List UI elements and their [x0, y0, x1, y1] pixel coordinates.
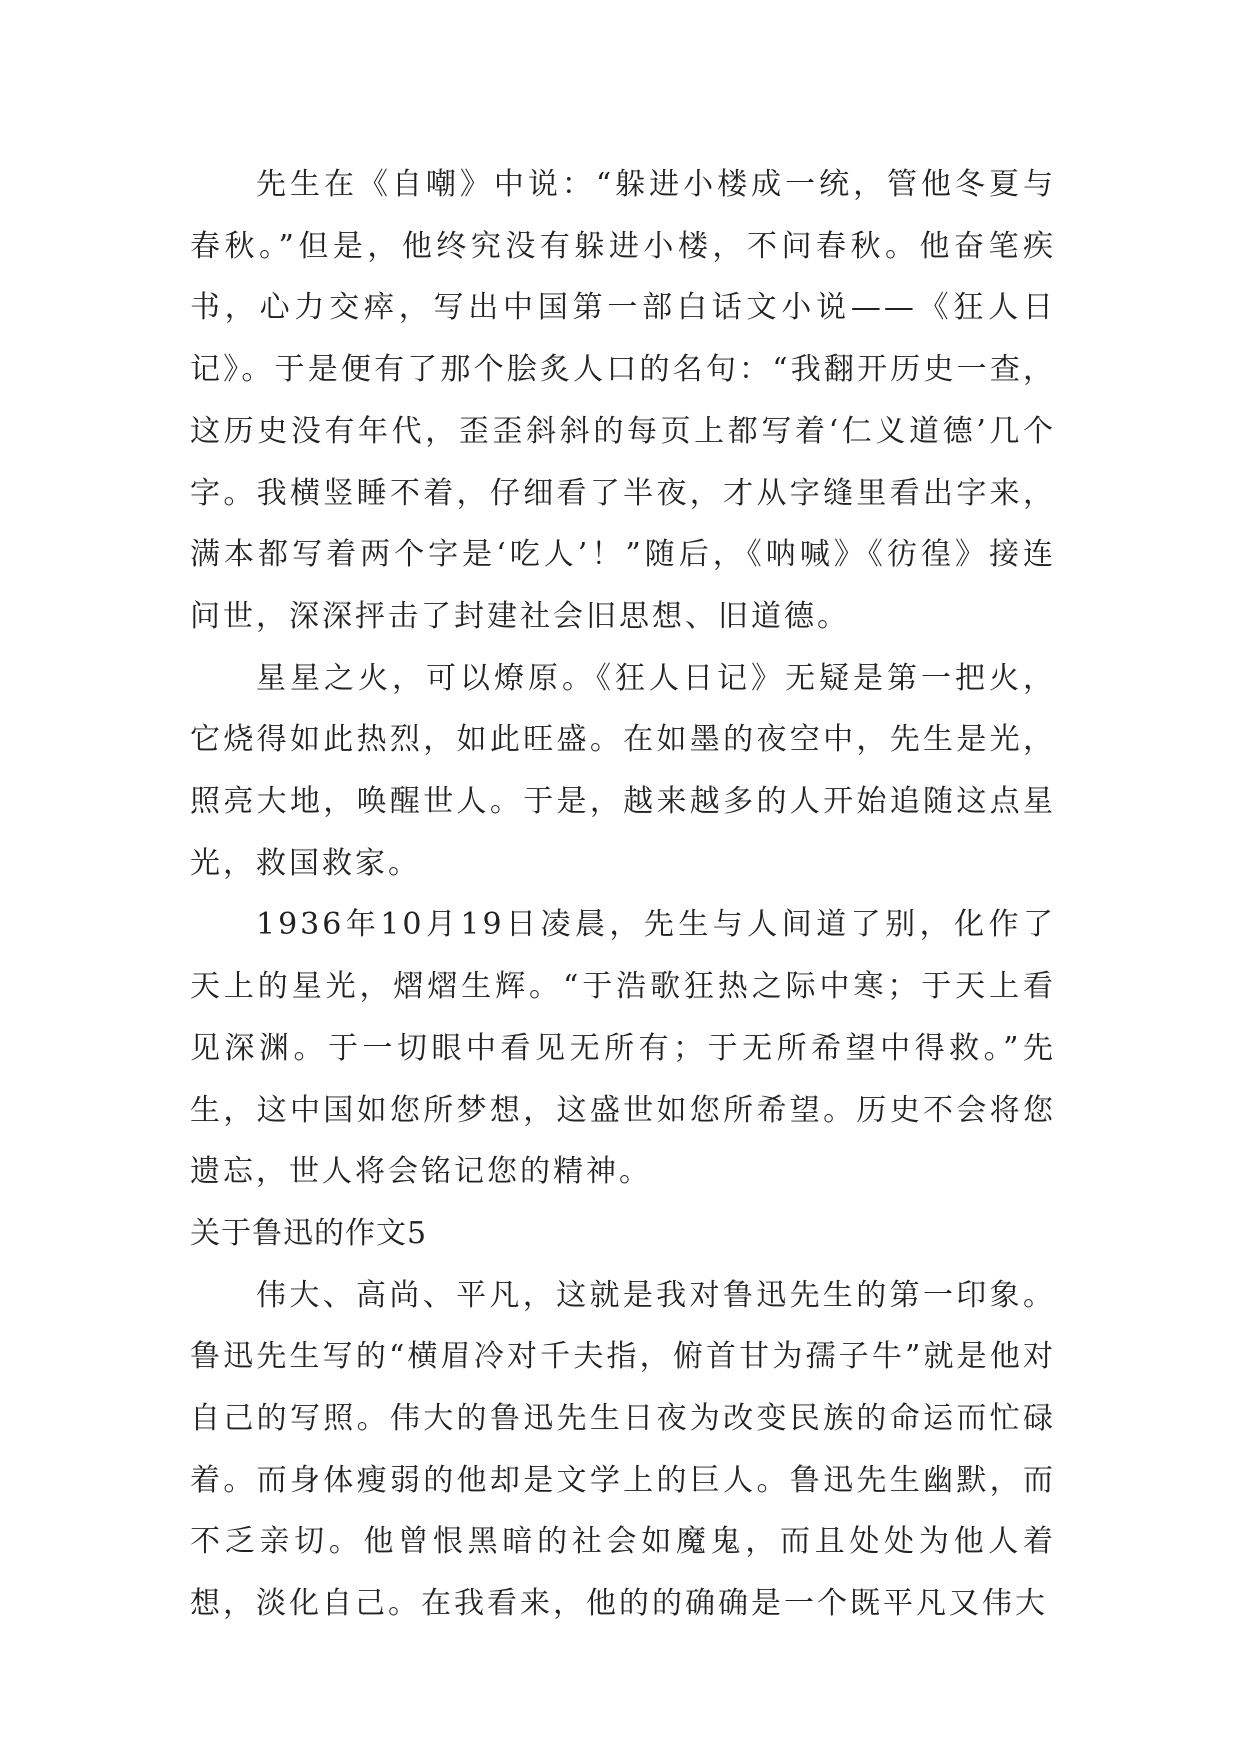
- paragraph-spark: 星星之火，可以燎原。《狂人日记》无疑是第一把火，它烧得如此热烈，如此旺盛。在如墨的夜空中，先生是光，照亮大地，唤醒世人。于是，越来越多的人开始追随这点星光，救国救家。: [190, 660, 1056, 881]
- paragraph-self-mockery: 先生在《自嘲》中说：“躲进小楼成一统，管他冬夏与春秋。”但是，他终究没有躲进小楼，不问春秋。他奋笔疾书，心力交瘁，写出中国第一部白话文小说——《狂人日记》。于是便有了那个脍炙人口的名句：“我翻开历史一查，这历史没有年代，歪歪斜斜的每页上都写着‘仁义道德’几个字。我横竖睡不着，仔细看了半夜，才从字缝里看出字来，满本都写着两个字是‘吃人’！”随后，《呐喊》《彷徨》接连问世，深深抨击了封建社会旧思想、旧道德。: [190, 167, 1056, 634]
- paragraph-first-impression: 伟大、高尚、平凡，这就是我对鲁迅先生的第一印象。鲁迅先生写的“横眉冷对千夫指，俯首甘为孺子牛”就是他对自己的写照。伟大的鲁迅先生日夜为改变民族的命运而忙碌着。而身体瘦弱的他却是文学上的巨人。鲁迅先生幽默，而不乏亲切。他曾恨黑暗的社会如魔鬼，而且处处为他人着想，淡化自己。在我看来，他的的确确是一个既平凡又伟大: [190, 1277, 1056, 1622]
- paragraph-farewell: 1936年10月19日凌晨，先生与人间道了别，化作了天上的星光，熠熠生辉。“于浩歌狂热之际中寒；于天上看见深渊。于一切眼中看见无所有；于无所希望中得救。”先生，这中国如您所梦想，这盛世如您所希望。历史不会将您遗忘，世人将会铭记您的精神。: [190, 907, 1056, 1190]
- essay-heading: 关于鲁迅的作文5: [190, 1215, 428, 1251]
- document-body: [190, 154, 1056, 1635]
